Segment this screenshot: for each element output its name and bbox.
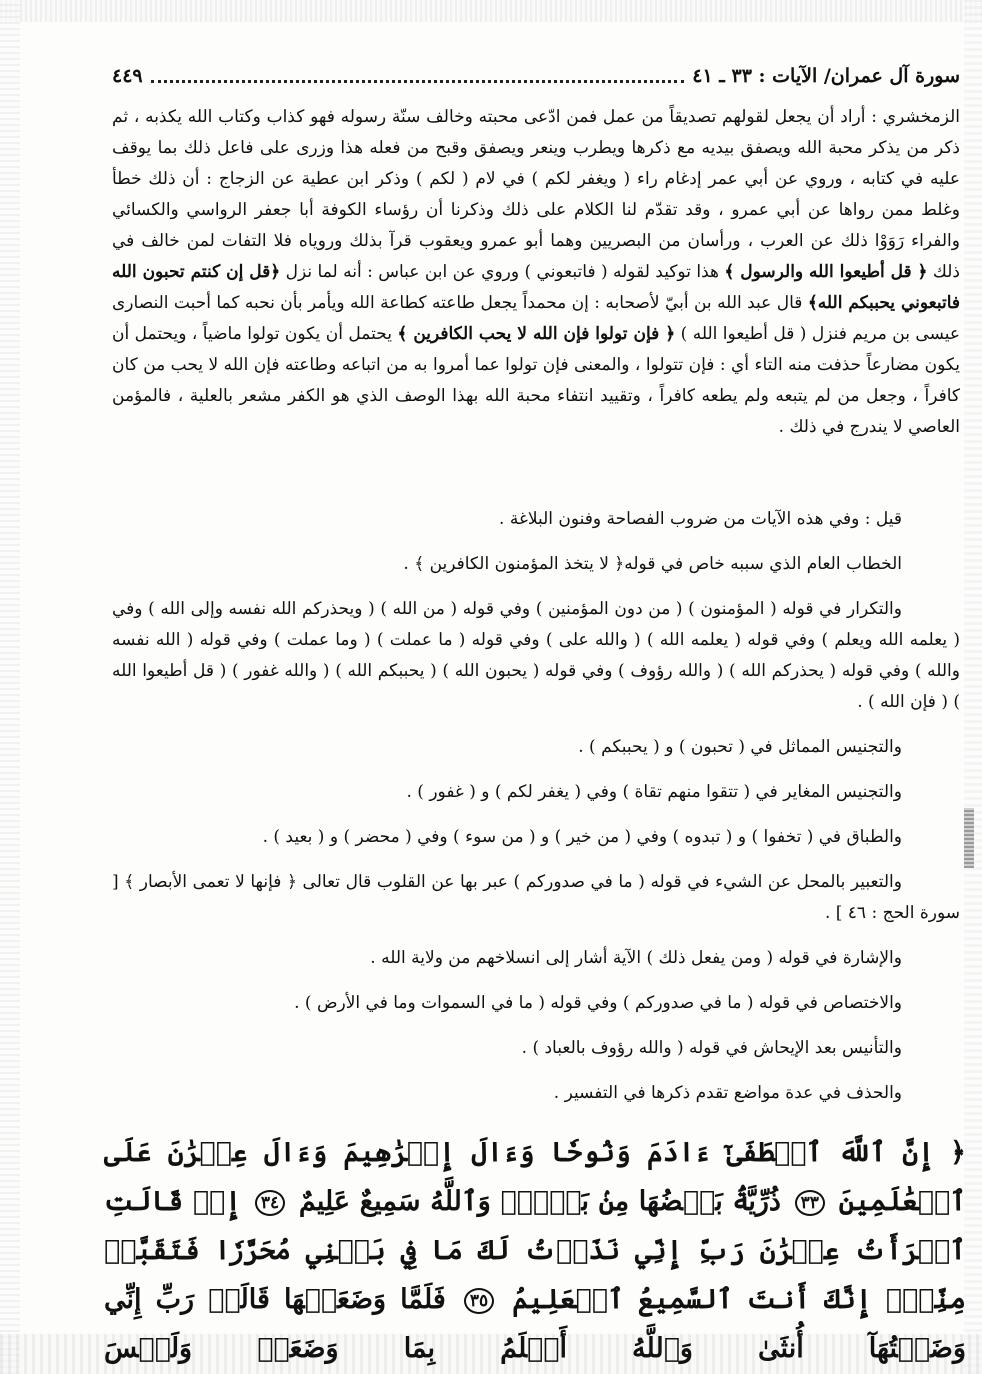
rhetoric-item: الخطاب العام الذي سببه خاص في قوله﴿ لا يتخذ المؤمنون الكافرين ﴾ . [403,554,902,574]
rhetoric-item: والطباق في ( تخفوا ) و ( تبدوه ) وفي ( من خير ) و ( من سوء ) وفي ( محضر ) و ( بعيد ) . [262,827,902,847]
scan-noise-top [0,0,982,22]
rhetoric-item: والاختصاص في قوله ( ما في صدوركم ) وفي قوله ( ما في السموات وما في الأرض ) . [294,993,902,1013]
rhetoric-item: والتأنيس بعد الإيحاش في قوله ( والله رؤوف بالعباد ) . [521,1038,902,1058]
commentary-text: الزمخشري : أراد أن يجعل لقولهم تصديقاً من عمل فمن ادّعى محبته وخالف سنّة رسوله فهو كذاب وكتاب الله يكذبه ، ثم ذكر من يذكر محبة الله ويصفق بيديه مع ذكرها ويطرب وينعر ويصفق وقبح من فعله هذا وزرى على فاعل ذلك بما يوقف عليه في كتابه ، وروي عن أبي عمر إدغام راء ( ويغفر لكم ) في لام ( لكم ) وذكر ابن عطية عن الزجاج : أن ذلك خطأ وغلط ممن رواها عن أبي عمرو ، وقد تقدّم لنا الكلام على ذلك وذكرنا أن رؤساء الكوفة أبا جعفر الرواسي والكسائي والفراء رَوَوْا ذلك عن العرب ، ورأسان من البصريين وهما أبو عمرو ويعقوب قرآ بذلك وروياه فلا التفات لمن خالف في ذلك [112,107,960,282]
scan-noise-right [964,0,982,1374]
margin-mark [964,808,974,868]
quran-verses [104,1128,966,1373]
page-number: ٤٤٩ [112,65,143,87]
quran-quote: ﴿ فإن تولوا فإن الله لا يحب الكافرين ﴾ [397,324,676,344]
rhetoric-item: والتعبير بالمحل عن الشيء في قوله ( ما في صدوركم ) عبر بها عن القلوب قال تعالى ﴿ فإنها لا تعمى الأبصار ﴾ [ سورة الحج : ٤٦ ] . [112,872,960,923]
verse-line [104,1128,966,1373]
rhetoric-item: قيل : وفي هذه الآيات من ضروب الفصاحة وفنون البلاغة . [499,509,902,529]
commentary-text: يحتمل أن يكون تولوا ماضياً ، ويحتمل أن يكون مضارعاً حذفت منه التاء أي : فإن تتولوا ، والمعنى فإن تولوا عما أمروا به من اتباعه وطاعته فإن الله لا يحب من كان كافراً ، وجعل من لم يتبعه ولم يطعه كافراً ، وتقييد انتفاء محبة الله بهذا الوصف الذي هو الكفر مشعر بالعلية ، فالمؤمن العاصي لا يندرج في ذلك . [112,324,960,437]
rhetoric-item: والتكرار في قوله ( المؤمنون ) ( من دون المؤمنين ) وفي قوله ( من الله ) ( ويحذركم الله نفسه وإلى الله ) وفي ( يعلمه الله ويعلم ) وفي قوله ( يعلمه الله ) ( والله على ) وفي قوله ( ما عملت ) ( وما عملت ) وفي قوله ( الله نفسه والله ) وفي قوله ( يحذركم الله ) ( والله رؤوف ) وفي قوله ( يحبون الله ) ( يحببكم الله ) ( والله غفور ) ( قل أطيعوا الله ) ( فإن الله ) . [112,599,960,712]
commentary-text: هذا توكيد لقوله ( فاتبعوني ) وروي عن ابن عباس : أنه لما نزل [285,262,719,282]
ayah-number-marker: ٣٥ [464,1288,494,1314]
quran-quote: ﴿ قل أطيعوا الله والرسول ﴾ [724,262,928,282]
rhetoric-block [112,504,960,1123]
header-title: سورة آل عمران/ الآيات : ٣٣ ـ ٤١ [692,65,960,87]
ayah-number-marker: ٣٣ [795,1190,825,1216]
ayah-number-marker: ٣٤ [255,1190,285,1216]
verse-text: إِذۡ قَالَتِ ٱمۡرَأَتُ عِمۡرَٰنَ رَبِّ إِنِّي نَذَرۡتُ لَكَ مَا فِي بَطۡنِي مُحَرَّرٗا فَتَقَبَّلۡ مِنِّيٓۖ إِنَّكَ أَنتَ ٱلسَّمِيعُ ٱلۡعَلِيمُ [104,1186,967,1315]
verse-text: ﴿ إِنَّ ٱللَّهَ ٱصۡطَفَىٰٓ ءَادَمَ وَنُوحٗا وَءَالَ إِبۡرَٰهِيمَ وَءَالَ عِمۡرَٰنَ عَلَى ٱلۡعَٰلَمِينَ [104,1137,967,1217]
rhetoric-item: والحذف في عدة مواضع تقدم ذكرها في التفسير . [553,1083,902,1103]
header-leader-dots [151,70,685,83]
verse-text: فَلَمَّا وَضَعَتۡهَا قَالَتۡ رَبِّ إِنِّي وَضَعۡتُهَآ أُنثَىٰ وَٱللَّهُ أَعۡلَمُ بِمَا وَضَعَتۡ وَلَيۡسَ [104,1284,966,1364]
rhetoric-item: والتجنيس المماثل في ( تحبون ) و ( يحببكم ) . [578,737,902,757]
quran-quote: ﴿قل إن كنتم تحبون الله فاتبعوني يحببكم الله﴾ [112,262,961,313]
commentary-text: قال عبد الله بن أبيّ لأصحابه : إن محمداً يجعل طاعته كطاعة الله ويأمر بأن نحبه كما أحبت النصارى عيسى بن مريم فنزل ( قل أطيعوا الله ) [112,293,961,344]
running-header [112,62,960,90]
scan-noise-left [0,0,20,1374]
rhetoric-item: والتجنيس المغاير في ( تتقوا منهم تقاة ) وفي ( يغفر لكم ) و ( غفور ) . [406,782,902,802]
commentary-block [112,102,960,443]
rhetoric-item: والإشارة في قوله ( ومن يفعل ذلك ) الآية أشار إلى انسلاخهم من ولاية الله . [370,948,902,968]
verse-text: ذُرِّيَّةَۢ بَعۡضُهَا مِنۢ بَعۡضٖۗ وَٱللَّهُ سَمِيعٌ عَلِيمٌ [298,1186,781,1217]
commentary-paragraph [112,102,960,443]
